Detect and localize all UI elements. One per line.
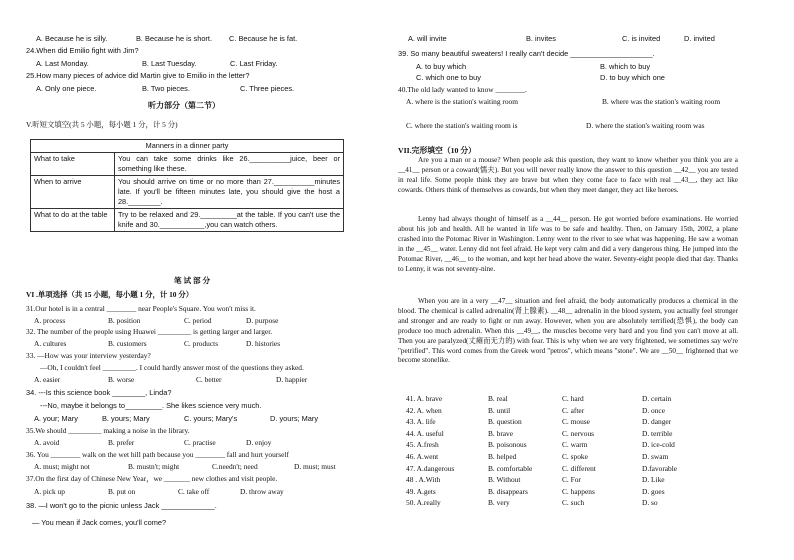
q39-option-a: A. to buy which	[416, 62, 467, 71]
q33-option-a: A. easier	[34, 375, 61, 384]
row-label: What to do at the table	[31, 209, 115, 232]
cloze-choice: B. real	[488, 394, 508, 403]
cloze-choice: D. Like	[642, 475, 665, 485]
q25-option-a: A. Only one piece.	[36, 84, 97, 93]
cloze-choice: D. certain	[642, 394, 672, 403]
row-text: Try to be relaxed and 29._________at the table. If you can't use the knife and 30.___________,you can watch others.	[115, 209, 344, 232]
cloze-choice: C. warm	[562, 440, 588, 450]
q37-option-d: D. throw away	[240, 487, 284, 496]
q40-option-c: C. where the station's waiting room is	[406, 121, 518, 130]
cloze-choice: D. swam	[642, 452, 669, 461]
cloze-choice: C. after	[562, 405, 585, 415]
q38-line2: — You mean if Jack comes, you'll come?	[32, 518, 167, 527]
q36-option-c: C.needn't; need	[212, 462, 258, 471]
q38-option-a: A. will invite	[408, 34, 447, 43]
cloze-choice: D. so	[642, 498, 658, 508]
q36-option-a: A. must; might not	[34, 462, 90, 471]
cloze-choice: C. nervous	[562, 428, 595, 438]
cloze-choice: B. poisonous	[488, 440, 527, 450]
q39-option-c: C. which one to buy	[416, 73, 481, 82]
listening-heading: 听力部分（第二节）	[148, 101, 220, 110]
cloze-choice: 46. A.went	[406, 452, 439, 461]
cloze-choice: B. Without	[488, 475, 521, 485]
cloze-choice: D. once	[642, 405, 665, 415]
q38-option-b: B. invites	[526, 34, 556, 43]
q32-option-c: C. products	[184, 339, 219, 348]
q31-option-d: D. purpose	[246, 316, 279, 325]
cloze-choice: B. helped	[488, 452, 517, 461]
q37-text: 37.On the first day of Chinese New Year，we _______ new clothes and visit people.	[26, 474, 278, 483]
q31-text: 31.Our hotel is in a central ________ near People's Square. You won't miss it.	[26, 304, 256, 313]
cloze-choice: D.favorable	[642, 463, 678, 473]
cloze-choice: C. mouse	[562, 417, 590, 427]
cloze-choice: B. until	[488, 405, 511, 415]
q33-option-d: D. happier	[276, 375, 308, 384]
q23-option-a: A. Because he is silly.	[36, 34, 108, 43]
q36-text: 36. You ________ walk on the wet hill path because you ________ fall and hurt yourself	[26, 450, 289, 459]
q35-text: 35.We should _________ making a noise in the library.	[26, 426, 190, 435]
section6-title: VI .单项选择（共 15 小题，每小题 1 分，计 10 分）	[26, 290, 194, 299]
q34-line1: 34. ---Is this science book ________, Linda?	[26, 388, 172, 397]
cloze-choice: B. brave	[488, 428, 514, 438]
section7-title: VII.完形填空（10 分）	[398, 146, 476, 155]
cloze-choice: C. spoke	[562, 452, 588, 461]
q34-option-b: B. yours; Mary	[102, 414, 150, 423]
cloze-choice: B. comfortable	[488, 463, 533, 473]
q24-option-b: B. Last Tuesday.	[142, 59, 197, 68]
cloze-choice: D. terrible	[642, 428, 673, 438]
cloze-choice: 44. A. useful	[406, 428, 444, 438]
q39-text: 39. So many beautiful sweaters! I really can't decide ____________________.	[398, 49, 655, 58]
q23-option-b: B. Because he is short.	[136, 34, 212, 43]
row-text: You should arrive on time or no more than 27.__________minutes late. If you'll be fifteen minutes late, you should give the host a 28.________.	[115, 176, 344, 209]
cloze-choice: 47. A.dangerous	[406, 463, 455, 473]
table-title: Manners in a dinner party	[31, 140, 344, 153]
q33-line2: —Oh, I couldn't feel _________. I could hardly answer most of the questions they asked.	[40, 363, 304, 372]
cloze-choice: D. goes	[642, 486, 665, 496]
q34-option-d: D. yours; Mary	[270, 414, 319, 423]
q35-option-c: C. practise	[184, 438, 216, 447]
q34-option-c: C. yours; Mary's	[184, 414, 238, 423]
cloze-choice: D. danger	[642, 417, 672, 427]
passage-paragraph-2: Lenny had always thought of himself as a __44__ person. He got worried before examinations. He worried about his job and health. All he wanted in life was to be safe and healthy. Then, on January 15th, 2002, a plane crashed into the Potomac River in Washington. Lenny went to the river to see what was happening. He saw a woman in the __45__ water. Lenny did not feel afraid. He kept very calm and did a very dangerous thing. He jumped into the Potomac River, __46__ to the woman, and kept her head above the water. Seventy-eight people died that day. Thanks to Lenny, it was not seventy-nine.	[398, 215, 738, 273]
q37-option-b: B. put on	[108, 487, 136, 496]
cloze-choice: B. question	[488, 417, 522, 427]
q32-option-d: D. histories	[246, 339, 281, 348]
cloze-choice: C. hard	[562, 394, 584, 403]
q31-option-c: C. period	[184, 316, 212, 325]
cloze-choice: C. happens	[562, 486, 595, 496]
q35-option-a: A. avoid	[34, 438, 60, 447]
q38-option-c: C. is invited	[622, 34, 661, 43]
cloze-choice: D. ice-cold	[642, 440, 675, 450]
q32-option-a: A. cultures	[34, 339, 67, 348]
q40-text: 40.The old lady wanted to know ________.	[398, 85, 527, 94]
cloze-choice: C. such	[562, 498, 585, 508]
table-row	[31, 153, 344, 176]
q35-option-d: D. enjoy	[246, 438, 272, 447]
manners-table	[30, 139, 344, 232]
q32-option-b: B. customers	[108, 339, 147, 348]
q33-option-c: C. better	[196, 375, 222, 384]
section5-title: V.听短文填空(共 5 小题，每小题 1 分，计 5 分)	[26, 120, 178, 129]
q37-option-c: C. take off	[178, 487, 210, 496]
cloze-choice: 45. A.fresh	[406, 440, 439, 450]
row-label: What to take	[31, 153, 115, 176]
q33-line1: 33. —How was your interview yesterday?	[26, 351, 151, 360]
q31-option-b: B. position	[108, 316, 141, 325]
q25-option-b: B. Two pieces.	[142, 84, 190, 93]
written-heading: 笔 试 部 分	[174, 276, 211, 285]
passage-paragraph-1: Are you a man or a mouse? When people ask this question, they want to know whether you think you are a __41__ person or a coward(懦夫). But you will never really know the answer to this question __42__ you are tested in real life. Some people think they are brave but when they come face to face with real __43__, they act like cowards. Others think of themselves as cowards, but when they meet danger, they act like heroes.	[398, 156, 738, 194]
q24-text: 24.When did Emilio fight with Jim?	[26, 46, 139, 55]
q33-option-b: B. worse	[108, 375, 135, 384]
q25-option-c: C. Three pieces.	[240, 84, 295, 93]
q39-option-b: B. which to buy	[600, 62, 651, 71]
q31-option-a: A. process	[34, 316, 66, 325]
row-label: When to arrive	[31, 176, 115, 209]
q40-option-a: A. where is the station's waiting room	[406, 97, 518, 106]
cloze-choice: 42. A. when	[406, 405, 442, 415]
table-row	[31, 176, 344, 209]
q36-option-d: D. must; must	[294, 462, 336, 471]
q24-option-a: A. Last Monday.	[36, 59, 89, 68]
q34-line2: ---No, maybe it belongs to_________. She likes science very much.	[40, 401, 262, 410]
passage-paragraph-3: When you are in a very __47__ situation and feel afraid, the body automatically produces a chemical in the blood. The chemical is called adrenalin(肾上腺素). __48__ adrenalin in the blood system, you actually feel stronger and stronger and are ready to fight or run away. However, when you are absolutely terrified(恐惧), the body can produce too much adrenalin. When this __49__, the muscles become very hard and you find you can't move at all. Then you are paralyzed(丈瘫而无力的) with fear. This is why when we are very frightened, we sometimes say we're "petrified". This word comes from the Greek word "petros", which means "stone". We are __50__ frightened that we become stonelike.	[398, 297, 738, 365]
q36-option-b: B. mustn't; might	[128, 462, 180, 471]
cloze-choice: C. For	[562, 475, 581, 485]
q40-option-d: D. where the station's waiting room was	[586, 121, 705, 130]
q24-option-c: C. Last Friday.	[230, 59, 278, 68]
cloze-choice: B. very	[488, 498, 510, 508]
q37-option-a: A. pick up	[34, 487, 65, 496]
q38-line1: 38. —I won't go to the picnic unless Jack _____________.	[26, 501, 217, 510]
cloze-choice: 43. A. life	[406, 417, 436, 427]
q25-text: 25.How many pieces of advice did Martin give to Emilio in the letter?	[26, 71, 250, 80]
cloze-choice: 50. A.really	[406, 498, 441, 508]
q35-option-b: B. prefer	[108, 438, 135, 447]
cloze-choice: C. different	[562, 463, 596, 473]
q23-option-c: C. Because he is fat.	[229, 34, 298, 43]
cloze-choice: 48 . A.With	[406, 475, 441, 485]
q34-option-a: A. your; Mary	[34, 414, 78, 423]
q39-option-d: D. to buy which one	[600, 73, 665, 82]
cloze-choice: 41. A. brave	[406, 394, 443, 403]
q40-option-b: B. where was the station's waiting room	[602, 97, 721, 106]
cloze-choice: B. disappears	[488, 486, 528, 496]
q38-option-d: D. invited	[684, 34, 715, 43]
row-text: You can take some drinks like 26.__________juice, beer or something like these.	[115, 153, 344, 176]
table-row	[31, 209, 344, 232]
cloze-choice: 49. A.gets	[406, 486, 436, 496]
q32-text: 32. The number of the people using Huawei _________ is getting larger and larger.	[26, 327, 273, 336]
